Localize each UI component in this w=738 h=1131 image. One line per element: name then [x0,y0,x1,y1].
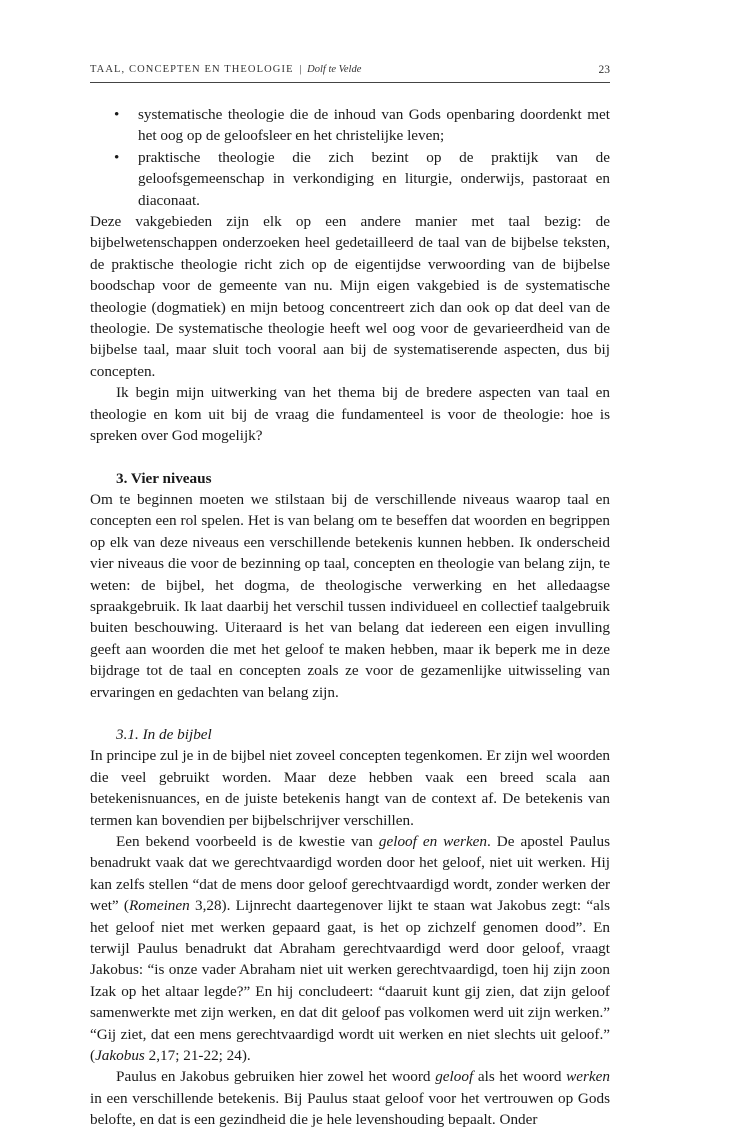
bullet-icon: • [114,148,120,166]
header-author: Dolf te Velde [307,64,362,75]
bullet-icon: • [114,106,120,123]
list-item-text: systematische theologie die de inhoud van Gods openbaring doordenkt met het oog op de geloofsleer en het christelijke leven; [138,106,610,145]
paragraph-uitwerking: Ik begin mijn uitwerking van het thema bij de bredere aspecten van taal en theologie en kom uit bij de vraag die fundamenteel is voor de theologie: hoe is spreken over God mogelijk? [90,384,610,445]
book-reference: Romeinen [128,897,190,915]
paragraph-paulus-jakobus [90,1066,610,1130]
text-run: Een bekend voorbeeld is de kwestie van [116,833,379,850]
running-title: TAAL, CONCEPTEN EN THEOLOGIE [90,64,294,75]
paragraph-bijbel: In principe zul je in de bijbel niet zoveel concepten tegenkomen. Er zijn wel woorden die veel gebruikt worden. Maar deze hebben vaak een breed scala aan betekenisnuances, en de juiste betekenis hangt van de context af. De betekenis van termen kan bovendien per bijbelschrijver verschillen. [90,747,610,829]
bullet-list [90,104,610,211]
text-run: Paulus en Jakobus gebruiken hier zowel het woord [116,1068,436,1086]
text-run: 2,17; 21-22; 24). [144,1047,251,1065]
list-item-text: praktische theologie die zich bezint op de praktijk van de geloofsgemeenschap in verkondiging en liturgie, onderwijs, pastoraat en diaconaat. [138,148,610,209]
emphasis: geloof [435,1068,474,1086]
emphasis: geloof en werken [378,833,488,850]
text-run: 3,28). Lijnrecht daartegenover lijkt te staan wat Jakobus zegt: “als het geloof niet met werken gepaard gaat, is het op zichzelf genomen dood”. En terwijl Paulus benadrukt dat Abraham gerechtvaardigd werd door geloof, vraagt Jakobus: “is onze vader Abraham niet uit werken gerechtvaardigd, toen hij zijn zoon Izak op het altaar legde?” En hij concludeert: “daaruit kunt gij zien, dat zijn geloof samenwerkte met zijn werken, en dat dit geloof pas volkomen werd uit zijn werken.” “Gij ziet, dat een mens gerechtvaardigd wordt uit werken en niet slechts uit geloof.” ( [90,897,610,1065]
running-head [90,62,610,78]
list-item [114,147,610,211]
header-separator: | [299,64,302,75]
emphasis: werken [566,1068,610,1086]
text-run: in een verschillende betekenis. Bij Paulus staat geloof voor het vertrouwen op Gods belofte, en dat is een gezindheid die je hele levenshouding bepaalt. Onder [90,1089,610,1129]
paragraph-vakgebieden: Deze vakgebieden zijn elk op een andere manier met taal bezig: de bijbelwetenschappen onderzoeken heel gedetailleerd de taal van de bijbelse teksten, de praktische theologie richt zich op de eigentijdse verwoording van de bijbelse boodschap voor de gemeente van nu. Mijn eigen vakgebied is de systematische theologie (dogmatiek) en mijn betoog concentreert zich dan ook op dat deel van de theologie. De systematische theologie heeft wel oog voor de gevarieerdheid van de bijbelse taal, maar sluit toch vooral aan bij de systematiserende aspecten, dus bij concepten. [90,213,610,380]
section-heading: 3. Vier niveaus [116,469,212,487]
header-rule [90,82,610,83]
book-reference: Jakobus [95,1047,145,1065]
text-run: . De apostel Paulus benadrukt vaak dat we gerechtvaardigd worden door het geloof, niet uit werken. Hij kan zelfs stellen “dat de mens door geloof gerechtvaardigd wordt, zonder werken der wet” ( [90,833,611,915]
subsection-heading: 3.1. In de bijbel [116,725,212,743]
paragraph-niveaus: Om te beginnen moeten we stilstaan bij de verschillende niveaus waarop taal en concepten een rol spelen. Het is van belang om te beseffen dat woorden en begrippen op elk van deze niveaus een verschillende betekenis kunnen hebben. Ik onderscheid vier niveaus die voor de bezinning op taal, concepten en theologie van belang zijn, te weten: de bijbel, het dogma, de theologische verwerking en het alledaagse spraakgebruik. Ik laat daarbij het verschil tussen individueel en collectief taalgebruik buiten beschouwing. Uiteraard is het van belang dat iedereen een eigen invulling geeft aan woorden die met het geloof te maken hebben, maar ik beperk me in deze bijdrage tot de taal en concepten zoals ze voor de gezamenlijke uitwisseling van ervaringen en gedachten van belang zijn. [90,490,610,701]
page-number: 23 [598,64,610,76]
body-text [90,104,610,1131]
list-item [114,104,610,147]
paragraph-geloof-werken [90,831,610,1066]
text-run: als het woord [473,1068,567,1086]
